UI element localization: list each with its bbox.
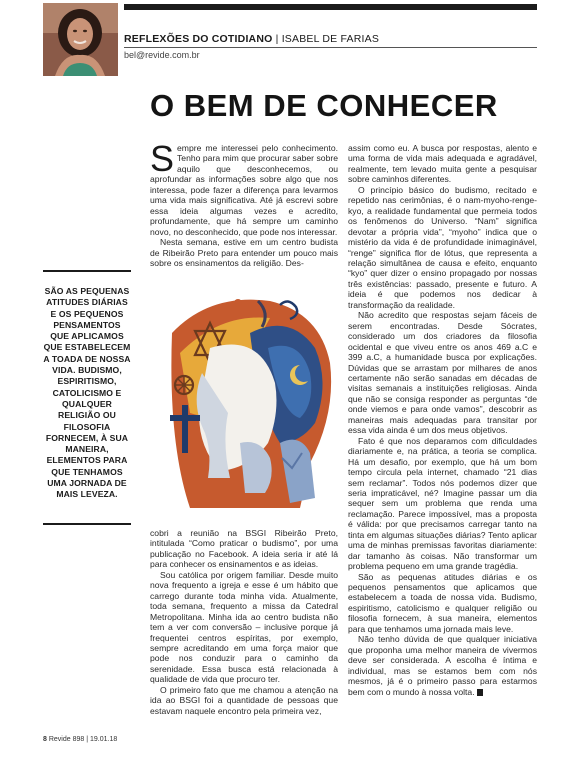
headline: O BEM DE CONHECER <box>150 88 498 123</box>
body-paragraph: Nesta semana, estive em um centro budista de Ribeirão Preto para entender um pouco mais sobre os ensinamentos da religião. Des- <box>150 237 338 268</box>
column-header <box>124 33 379 45</box>
pull-quote-text: SÃO AS PEQUENAS ATITUDES DIÁRIAS E OS PEQUENOS PENSAMENTOS QUE APLICAMOS QUE ESTABELECEM A TOADA DE NOSSA VIDA. BUDISMO, ESPIRITISMO, CATOLICISMO E QUALQUER RELIGIÃO OU FILOSOFIA FORNECEM, À SUA MANEIRA, ELEMENTOS PARA QUE TENHAMOS UMA JORNADA DE MAIS LEVEZA. <box>43 286 131 500</box>
pull-quote-bottom-rule <box>43 523 131 525</box>
column-title: REFLEXÕES DO COTIDIANO <box>124 33 273 45</box>
body-paragraph: Fato é que nos deparamos com dificuldades diariamente e, na prática, a teoria se complica. Há um desafio, por exemplo, que há um bom tempo circula pela internet, chamado “21 dias sem reclamar”. Todos nós podemos dizer que seria impraticável, né? Imagine passar um dia sequer sem um problema que renda uma reclamação. Parece impossível, mas a proposta é válida: por que precisamos carregar tanto na tinta em algumas situações diárias? Tento aplicar uma de minhas premissas favoritas diariamente: dar tamanho às coisas. Não transformar um problema pequeno em uma grande tragédia. <box>348 435 537 572</box>
magazine-issue: Revide 898 <box>48 736 85 743</box>
body-paragraph: O princípio básico do budismo, recitado e repetido nas cerimônias, é o nam-myoho-renge-kyo, a realidade fundamental que permeia todos os fenômenos do Universo. “Nam” significa devotar a própria vida”, “myoho” indica que o mistério da vida é de profundidade inimaginável, “renge” significa flor de lótus, que representa a relação simultânea de causa e efeito, enquanto “kyo” quer dizer o ensino propagado por nossas três existências: passado, presente e futuro. A ideia é que podemos nos dedicar à transformação da realidade. <box>348 184 537 310</box>
end-mark-icon <box>477 689 483 696</box>
paragraph-text: empre me interessei pelo conhecimento. Tenho para mim que procurar saber sobre aquilo que desconhecemos, ou aprofundar as informações sobre algo que nos interessa, pode fazer a diferença para levarmos uma vida mais significativa. Até já escrevi sobre essa ideia algumas vezes e acredito, profundamente, que há sempre um caminho novo, no desconhecido, que pode nos interessar. <box>150 143 338 237</box>
body-paragraph <box>150 138 338 237</box>
paragraph-text: Não tenho dúvida de que qualquer iniciativa que proponha uma melhor maneira de vivermos deve ser considerada. A escolha é íntima e individual, mas se estamos bem com nós mesmos, já é o primeiro passo para estarmos bem com o mundo à nossa volta. <box>348 634 537 697</box>
body-paragraph: Não acredito que respostas sejam fáceis de serem encontradas. Desde Sócrates, considerado um dos criadores da filosofia ocidental e que viveu entre os anos 469 a.C e 399 a.C, a humanidade busca por explicações. Dúvidas que se arrastam por milhares de anos certamente não serão sanadas em décadas de visitas semanais a instituições religiosas. Ainda que não se consiga responder as perguntas “de onde viemos e para onde vamos”, descobrir as maneiras mais adequadas para transitar por essa vida ainda é um dos meus objetivos. <box>348 310 537 436</box>
header-rule <box>124 47 537 48</box>
page-number: 8 <box>43 736 47 743</box>
religions-illustration <box>150 293 338 515</box>
page-folio <box>43 736 117 743</box>
author-name: ISABEL DE FARIAS <box>281 33 380 45</box>
body-paragraph: Sou católica por origem familiar. Desde muito nova frequento a igreja e esse é um hábito que carrego durante toda minha vida. Atualmente, toda semana, frequento a missa da Catedral Metropolitana. Minha ida ao centro budista não tem a ver com conversão – inclusive porque já frequentei centros espíritas, por exemplo, sempre acreditando em uma força maior que pode nos conduzir para o caminho da serenidade. Essa busca está relacionada à qualidade de vida que procuro ter. <box>150 569 338 685</box>
header-top-bar <box>124 4 537 10</box>
body-paragraph: O primeiro fato que me chamou a atenção na ida ao BSGI foi a quantidade de pessoas que estavam naquele encontro pela primeira vez, <box>150 684 338 716</box>
body-column-1-top <box>150 138 338 268</box>
drop-cap: S <box>150 138 175 179</box>
author-photo <box>43 3 118 76</box>
body-column-2 <box>348 143 537 697</box>
body-column-1-bottom <box>150 528 338 716</box>
body-paragraph <box>348 634 537 697</box>
body-paragraph: cobri a reunião na BSGI Ribeirão Preto, intitulada “Como praticar o budismo”, por uma publicação no Facebook. A ideia seria ir até lá para conhecer os ensinamentos e as ideias. <box>150 528 338 570</box>
folio-separator: | <box>86 736 89 743</box>
pull-quote <box>43 270 131 509</box>
faces-religious-symbols-image <box>150 293 338 515</box>
author-email: bel@revide.com.br <box>124 50 200 60</box>
header-separator: | <box>275 33 279 45</box>
author-portrait-image <box>43 3 118 76</box>
issue-date: 19.01.18 <box>90 736 118 743</box>
body-paragraph: São as pequenas atitudes diárias e os pequenos pensamentos que aplicamos que estabelecem a toada de nossa vida. Budismo, espiritismo, catolicismo e qualquer religião ou filosofia fornecem, à sua maneira, elementos para que tenhamos uma jornada mais leve. <box>348 571 537 634</box>
body-paragraph: assim como eu. A busca por respostas, alento e uma forma de vida mais adequada e agradável, realmente, tem levado muita gente a pesquisar sobre caminhos diferentes. <box>348 143 537 185</box>
